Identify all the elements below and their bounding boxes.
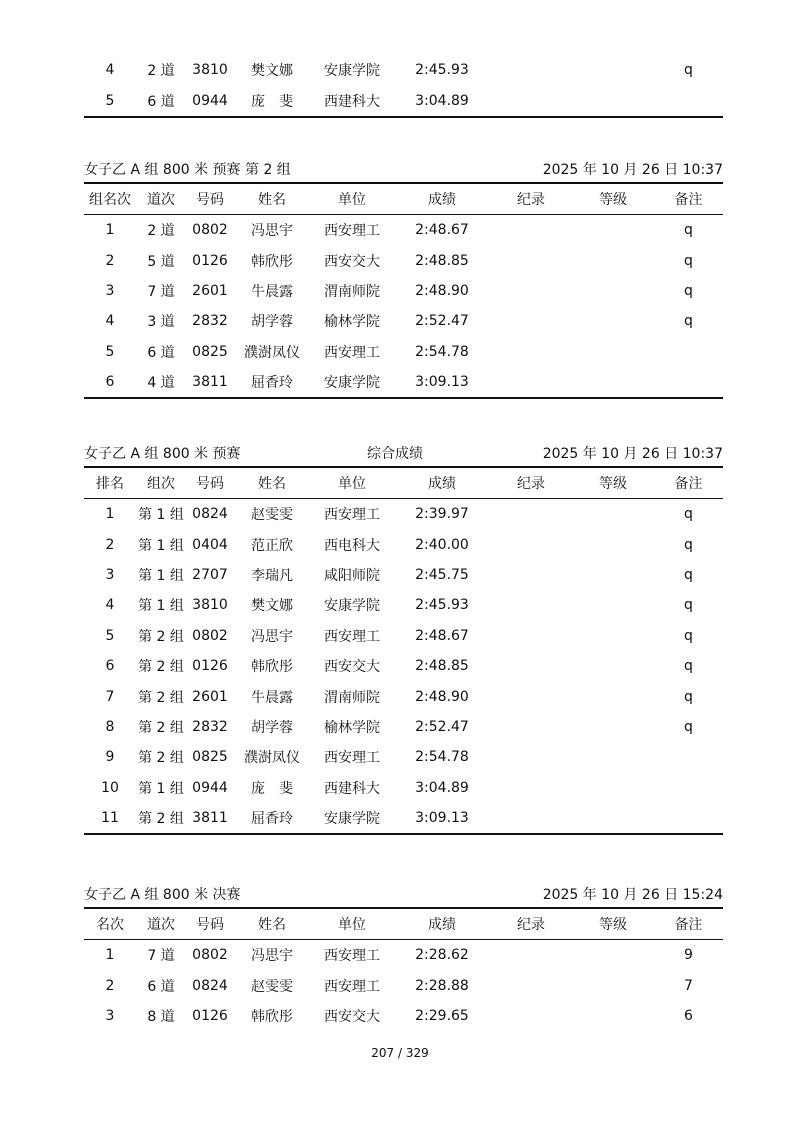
table-row [84, 337, 723, 367]
table-cell [572, 940, 654, 971]
column-header: 号码 [186, 184, 234, 215]
table-cell: 西安理工 [324, 344, 380, 361]
table-cell: 樊文娜 [251, 63, 293, 80]
table-cell: 西安交大 [324, 659, 380, 676]
table-cell: 3 [105, 282, 115, 299]
table-cell: 2601 [192, 688, 228, 705]
table-cell: 濮澍凤仪 [244, 344, 300, 361]
heat2-title-bar [84, 160, 723, 184]
column-header: 纪录 [490, 468, 572, 499]
table-cell: 3 [105, 1007, 115, 1024]
table-row [84, 367, 723, 398]
table-cell: q [684, 313, 693, 330]
table-cell: 第 2 组 [138, 750, 184, 767]
table-cell: 0802 [192, 222, 228, 239]
table-cell [654, 803, 723, 834]
table-cell [572, 529, 654, 559]
table-cell [654, 337, 723, 367]
column-header: 等级 [572, 468, 654, 499]
table-row [84, 590, 723, 620]
table-cell [654, 742, 723, 772]
table-cell: 3 [105, 566, 115, 583]
table-cell: 胡学蓉 [251, 719, 293, 736]
table-cell: 西安交大 [324, 1008, 380, 1025]
table-cell: 7 [105, 688, 115, 705]
table-cell [490, 337, 572, 367]
table-cell: 渭南师院 [324, 689, 380, 706]
table-cell: 第 1 组 [138, 507, 184, 524]
table-cell: 3:04.89 [415, 92, 469, 109]
table-cell [572, 499, 654, 530]
table-cell: q [684, 252, 693, 269]
table-cell: 安康学院 [324, 598, 380, 615]
table-cell: 范正欣 [251, 537, 293, 554]
table-cell [490, 742, 572, 772]
table-cell: 9 [684, 947, 693, 964]
table-cell: 第 2 组 [138, 689, 184, 706]
table-cell [490, 499, 572, 530]
column-header: 道次 [136, 909, 186, 940]
heat2-title: 女子乙 A 组 800 米 预赛 第 2 组 [84, 162, 291, 178]
table-row [84, 803, 723, 834]
table-cell: 4 [105, 313, 115, 330]
table-cell: 11 [101, 810, 119, 827]
table-cell: 5 [105, 92, 115, 109]
table-cell: 0404 [192, 536, 228, 553]
table-cell: 8 道 [147, 1008, 175, 1025]
table-cell: 2 [105, 252, 115, 269]
table-cell: 榆林学院 [324, 719, 380, 736]
combined-results-table [84, 468, 723, 835]
table-cell: q [684, 718, 693, 735]
table-cell [490, 940, 572, 971]
table-cell: 胡学蓉 [251, 314, 293, 331]
table-cell [490, 306, 572, 336]
table-cell [490, 681, 572, 711]
table-cell: 2:48.90 [415, 688, 469, 705]
table-cell [490, 712, 572, 742]
table-cell [490, 55, 572, 85]
table-cell [572, 276, 654, 306]
table-cell: 屈香玲 [251, 811, 293, 828]
table-cell: 7 [684, 977, 693, 994]
table-cell: 冯思宇 [251, 223, 293, 240]
table-cell [572, 712, 654, 742]
table-cell: 0825 [192, 749, 228, 766]
table-cell: 2:29.65 [415, 1007, 469, 1024]
table-row [84, 215, 723, 246]
table-cell: 2 [105, 536, 115, 553]
table-cell: 1 [105, 506, 115, 523]
table-cell: q [684, 658, 693, 675]
table-cell: 濮澍凤仪 [244, 750, 300, 767]
column-header: 组次 [136, 468, 186, 499]
combined-title-bar [84, 444, 723, 468]
table-cell: 0824 [192, 506, 228, 523]
table-cell: 李瑞凡 [251, 567, 293, 584]
table-cell: 8 [105, 718, 115, 735]
table-cell: 2832 [192, 313, 228, 330]
table-cell: 3811 [192, 810, 228, 827]
table-cell: 3811 [192, 374, 228, 391]
table-cell: 西安交大 [324, 253, 380, 270]
column-header: 备注 [654, 909, 723, 940]
column-header: 备注 [654, 184, 723, 215]
table-cell [490, 1001, 572, 1031]
table-cell: 西建科大 [324, 93, 380, 110]
combined-datetime: 2025 年 10 月 26 日 10:37 [542, 446, 723, 462]
table-cell: 第 1 组 [138, 780, 184, 797]
table-cell: 渭南师院 [324, 283, 380, 300]
table-row [84, 560, 723, 590]
table-cell: 2:54.78 [415, 343, 469, 360]
table-cell: 9 [105, 749, 115, 766]
final-title: 女子乙 A 组 800 米 决赛 [84, 887, 241, 903]
column-header: 姓名 [234, 184, 310, 215]
table-cell: 西安理工 [324, 628, 380, 645]
table-cell: 3:09.13 [415, 374, 469, 391]
table-row [84, 276, 723, 306]
table-cell: 0126 [192, 252, 228, 269]
table-cell: 0825 [192, 343, 228, 360]
table-cell [572, 245, 654, 275]
table-row [84, 1001, 723, 1031]
table-cell [572, 1001, 654, 1031]
table-cell [490, 215, 572, 246]
combined-title: 女子乙 A 组 800 米 预赛 [84, 446, 241, 462]
column-header: 号码 [186, 468, 234, 499]
column-header: 单位 [310, 184, 394, 215]
table-cell: 10 [101, 779, 119, 796]
table-cell: 第 1 组 [138, 567, 184, 584]
column-header: 号码 [186, 909, 234, 940]
table-cell: 4 [105, 597, 115, 614]
heat2-datetime: 2025 年 10 月 26 日 10:37 [542, 162, 723, 178]
table-cell: 咸阳师院 [324, 567, 380, 584]
table-cell: 屈香玲 [251, 375, 293, 392]
page-number: 207 / 329 [371, 1046, 429, 1060]
column-header: 单位 [310, 468, 394, 499]
table-cell [572, 215, 654, 246]
table-row [84, 621, 723, 651]
table-cell: 冯思宇 [251, 628, 293, 645]
table-cell [490, 367, 572, 398]
column-header: 单位 [310, 909, 394, 940]
table-cell: q [684, 566, 693, 583]
column-header: 排名 [84, 468, 136, 499]
table-cell [654, 85, 723, 116]
table-row [84, 306, 723, 336]
table-cell: 0802 [192, 627, 228, 644]
table-cell: q [684, 597, 693, 614]
table-cell [572, 970, 654, 1000]
table-cell [490, 803, 572, 834]
table-cell [572, 55, 654, 85]
table-cell: 西安理工 [324, 978, 380, 995]
table-cell [572, 681, 654, 711]
table-cell: 赵雯雯 [251, 978, 293, 995]
table-cell [572, 367, 654, 398]
table-cell: 第 2 组 [138, 811, 184, 828]
table-row [84, 245, 723, 275]
table-cell: 2:45.75 [415, 566, 469, 583]
table-cell: 2:28.88 [415, 977, 469, 994]
table-cell: 3:09.13 [415, 810, 469, 827]
table-cell: 2:40.00 [415, 536, 469, 553]
table-cell: 6 道 [147, 93, 175, 110]
table-cell: 西电科大 [324, 537, 380, 554]
table-cell: 第 1 组 [138, 537, 184, 554]
table-cell [572, 560, 654, 590]
table-row [84, 651, 723, 681]
table-cell: 安康学院 [324, 63, 380, 80]
table-cell: 2:45.93 [415, 62, 469, 79]
table-cell: 6 [105, 658, 115, 675]
table-cell: 2:48.90 [415, 282, 469, 299]
table-row [84, 55, 723, 85]
table-cell: 0944 [192, 779, 228, 796]
table-cell: 2:52.47 [415, 718, 469, 735]
table-cell: 2:48.67 [415, 627, 469, 644]
table-cell: 2:45.93 [415, 597, 469, 614]
table-cell: 3810 [192, 62, 228, 79]
table-cell: 2:48.85 [415, 658, 469, 675]
column-header: 组名次 [84, 184, 136, 215]
table-cell: 2:48.67 [415, 222, 469, 239]
table-cell [572, 803, 654, 834]
header-row [84, 909, 723, 940]
table-cell: q [684, 62, 693, 79]
table-cell [490, 970, 572, 1000]
table-cell: q [684, 222, 693, 239]
table-cell [490, 651, 572, 681]
column-header: 等级 [572, 184, 654, 215]
table-cell: 2 道 [147, 223, 175, 240]
table-cell: 第 2 组 [138, 628, 184, 645]
table-cell: 2:52.47 [415, 313, 469, 330]
table-cell [490, 590, 572, 620]
table-cell: q [684, 536, 693, 553]
table-cell: 6 [684, 1007, 693, 1024]
table-cell [490, 529, 572, 559]
table-cell: 7 道 [147, 283, 175, 300]
table-cell: 安康学院 [324, 811, 380, 828]
table-cell: 庞 斐 [251, 780, 293, 797]
column-header: 姓名 [234, 909, 310, 940]
table-cell: 0126 [192, 1007, 228, 1024]
table-cell: 西安理工 [324, 750, 380, 767]
table-cell [572, 742, 654, 772]
table-cell: 2:48.85 [415, 252, 469, 269]
final-title-bar [84, 885, 723, 909]
table-cell: 樊文娜 [251, 598, 293, 615]
table-cell [572, 621, 654, 651]
column-header: 备注 [654, 468, 723, 499]
table-cell [572, 85, 654, 116]
table-cell: 5 [105, 343, 115, 360]
table-cell: 2 道 [147, 63, 175, 80]
table-cell: 榆林学院 [324, 314, 380, 331]
heat2-results-table [84, 184, 723, 399]
table-row [84, 742, 723, 772]
top-results-table [84, 55, 723, 118]
header-row [84, 184, 723, 215]
table-cell [490, 245, 572, 275]
table-cell: 2601 [192, 282, 228, 299]
column-header: 姓名 [234, 468, 310, 499]
table-cell: 2 [105, 977, 115, 994]
table-cell [654, 773, 723, 803]
table-cell: 牛晨露 [251, 283, 293, 300]
final-results-table [84, 909, 723, 1031]
table-cell: 4 道 [147, 375, 175, 392]
table-row [84, 940, 723, 971]
table-cell: 0824 [192, 977, 228, 994]
table-cell: 6 [105, 374, 115, 391]
table-row [84, 970, 723, 1000]
table-cell [572, 590, 654, 620]
table-cell: q [684, 282, 693, 299]
table-cell [490, 773, 572, 803]
table-cell: 2:39.97 [415, 506, 469, 523]
table-cell: 赵雯雯 [251, 507, 293, 524]
table-cell: 4 [105, 62, 115, 79]
table-cell: 0944 [192, 92, 228, 109]
table-cell: 2832 [192, 718, 228, 735]
table-cell: 3810 [192, 597, 228, 614]
table-cell [490, 85, 572, 116]
table-cell: 西安理工 [324, 223, 380, 240]
table-cell: 第 2 组 [138, 659, 184, 676]
table-cell: 冯思宇 [251, 948, 293, 965]
table-cell: 牛晨露 [251, 689, 293, 706]
table-cell: 3 道 [147, 314, 175, 331]
table-cell: q [684, 506, 693, 523]
table-cell: 西建科大 [324, 780, 380, 797]
column-header: 纪录 [490, 184, 572, 215]
table-cell: 韩欣彤 [251, 659, 293, 676]
column-header: 名次 [84, 909, 136, 940]
table-cell: 韩欣彤 [251, 253, 293, 270]
table-cell: 西安理工 [324, 507, 380, 524]
table-cell: 3:04.89 [415, 779, 469, 796]
table-cell [490, 560, 572, 590]
table-cell: 西安理工 [324, 948, 380, 965]
column-header: 等级 [572, 909, 654, 940]
table-cell: 1 [105, 222, 115, 239]
table-cell: 0802 [192, 947, 228, 964]
table-row [84, 773, 723, 803]
table-cell: 5 道 [147, 253, 175, 270]
table-cell [572, 306, 654, 336]
table-cell: 0126 [192, 658, 228, 675]
table-cell: 7 道 [147, 948, 175, 965]
column-header: 道次 [136, 184, 186, 215]
table-row [84, 85, 723, 116]
table-cell: 第 1 组 [138, 598, 184, 615]
column-header: 纪录 [490, 909, 572, 940]
table-cell: 第 2 组 [138, 719, 184, 736]
table-cell [490, 621, 572, 651]
table-row [84, 712, 723, 742]
table-cell: 2707 [192, 566, 228, 583]
table-cell: 1 [105, 947, 115, 964]
table-cell: 2:54.78 [415, 749, 469, 766]
column-header: 成绩 [394, 909, 490, 940]
table-row [84, 499, 723, 530]
table-cell: 庞 斐 [251, 93, 293, 110]
combined-subtitle: 综合成绩 [367, 446, 423, 462]
header-row [84, 468, 723, 499]
table-cell: 安康学院 [324, 375, 380, 392]
column-header: 成绩 [394, 468, 490, 499]
table-cell: 2:28.62 [415, 947, 469, 964]
table-cell: 6 道 [147, 344, 175, 361]
table-cell: q [684, 627, 693, 644]
table-cell [572, 337, 654, 367]
table-cell: 韩欣彤 [251, 1008, 293, 1025]
final-datetime: 2025 年 10 月 26 日 15:24 [542, 887, 723, 903]
table-cell: q [684, 688, 693, 705]
table-cell: 5 [105, 627, 115, 644]
table-cell [572, 651, 654, 681]
table-row [84, 681, 723, 711]
table-row [84, 529, 723, 559]
table-cell [654, 367, 723, 398]
column-header: 成绩 [394, 184, 490, 215]
table-cell: 6 道 [147, 978, 175, 995]
table-cell [490, 276, 572, 306]
table-cell [572, 773, 654, 803]
